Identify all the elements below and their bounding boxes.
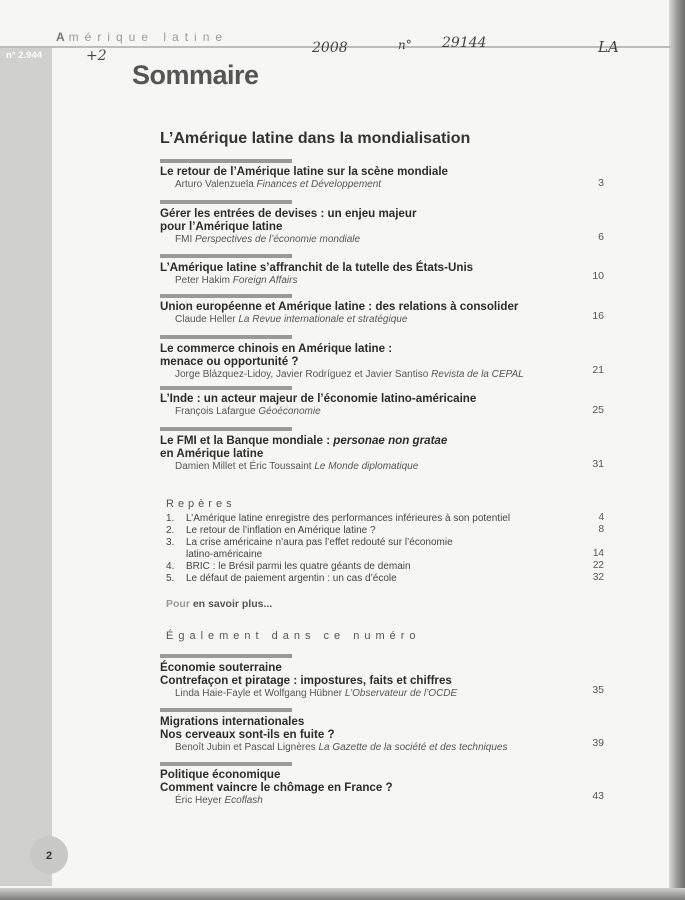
article-rule [160,386,292,390]
page-edge-shadow [669,0,685,900]
article-byline: Arturo Valenzuela Finances et Développement [175,179,382,190]
article-rule [160,159,292,163]
article-title-line2: en Amérique latine [160,447,264,460]
article-rule [160,200,292,204]
also-article-1[interactable] [160,661,580,700]
article-rule [160,335,292,339]
article-byline: Jorge Blázquez-Lidoy, Javier Rodríguez et Javier Santiso Revista de la CEPAL [175,369,524,380]
article-title: Nos cerveaux sont-ils en fuite ? [160,728,335,741]
reperes-heading: Repères [166,498,236,510]
article-rule [160,654,292,658]
page-ref: 39 [592,737,604,749]
also-article-2[interactable] [160,715,580,754]
repere-item[interactable]: 2. Le retour de l’inflation en Amérique latine ? [166,525,376,536]
article-byline: Claude Heller La Revue internationale et stratégique [175,314,408,325]
article-rule [160,254,292,258]
article-3[interactable] [160,261,580,287]
handwritten-initials: LA [598,38,619,56]
article-title-line2: menace ou opportunité ? [160,355,299,368]
repere-item-cont: latino-américaine [186,549,263,560]
article-kicker: Politique économique [160,768,281,781]
page-ref: 43 [592,790,604,802]
article-rule [160,708,292,712]
article-byline: Linda Haie-Fayle et Wolfgang Hübner L’Observateur de l’OCDE [175,688,458,699]
article-title: L’Amérique latine s’affranchit de la tutelle des États-Unis [160,261,474,274]
repere-item[interactable]: 1. L’Amérique latine enregistre des performances inférieures à son potentiel [166,513,511,524]
article-title: Le FMI et la Banque mondiale : personae non gratae [160,434,448,447]
issue-number: n° 2.944 [6,50,43,61]
page-ref: 16 [592,310,604,322]
article-kicker: Économie souterraine [160,661,282,674]
bottom-edge-shadow [0,888,685,900]
also-heading: Également dans ce numéro [166,630,421,642]
page-ref: 21 [592,364,604,376]
article-kicker: Migrations internationales [160,715,305,728]
article-title: Le commerce chinois en Amérique latine : [160,342,393,355]
article-byline: Damien Millet et Éric Toussaint Le Monde diplomatique [175,461,419,472]
handwritten-no: n° [398,38,412,52]
article-rule [160,427,292,431]
repere-item[interactable]: 3. La crise américaine n’aura pas l’effet redouté sur l’économie [166,537,453,548]
more-link[interactable]: Pour en savoir plus... [166,598,273,610]
sidebar-band [0,46,52,886]
article-1[interactable] [160,165,580,191]
handwritten-number: 29144 [442,35,487,51]
article-title: Union européenne et Amérique latine : des relations à consolider [160,300,519,313]
page-ref: 10 [592,270,604,282]
journal-title: Amérique latine [56,30,229,44]
article-title: Le retour de l’Amérique latine sur la scène mondiale [160,165,448,178]
page-ref: 3 [598,177,604,189]
page-ref: 35 [592,684,604,696]
article-6[interactable] [160,392,580,418]
article-title: Comment vaincre le chômage en France ? [160,781,393,794]
repere-item[interactable]: 4. BRIC : le Brésil parmi les quatre géants de demain [166,561,411,572]
article-7[interactable] [160,434,580,473]
article-5[interactable] [160,342,580,381]
article-title-line2: pour l’Amérique latine [160,220,283,233]
article-title: Contrefaçon et piratage : impostures, faits et chiffres [160,674,452,687]
article-byline: FMI Perspectives de l’économie mondiale [175,234,361,245]
page-title: Sommaire [132,60,259,90]
article-title: Gérer les entrées de devises : un enjeu majeur [160,207,417,220]
repere-item[interactable]: 5. Le défaut de paiement argentin : un cas d’école [166,573,397,584]
article-byline: Benoît Jubin et Pascal Lignères La Gazette de la société et des techniques [175,742,508,753]
page-ref: 25 [592,404,604,416]
article-4[interactable] [160,300,600,326]
reperes-page-refs: 4 8 14 22 32 [592,512,604,583]
also-article-3[interactable] [160,768,580,807]
handwritten-year: 2008 [312,40,348,56]
article-byline: François Lafargue Géoéconomie [175,406,321,417]
article-rule [160,294,292,298]
article-byline: Éric Heyer Ecoflash [175,795,263,806]
page-ref: 31 [592,458,604,470]
page-number-badge: 2 [30,836,68,874]
section-title: L’Amérique latine dans la mondialisation [160,130,471,147]
article-2[interactable] [160,207,580,246]
handwritten-note: +2 [86,48,107,64]
article-title: L’Inde : un acteur majeur de l’économie latino-américaine [160,392,477,405]
article-byline: Peter Hakim Foreign Affairs [175,275,298,286]
page-ref: 6 [598,231,604,243]
article-rule [160,762,292,766]
